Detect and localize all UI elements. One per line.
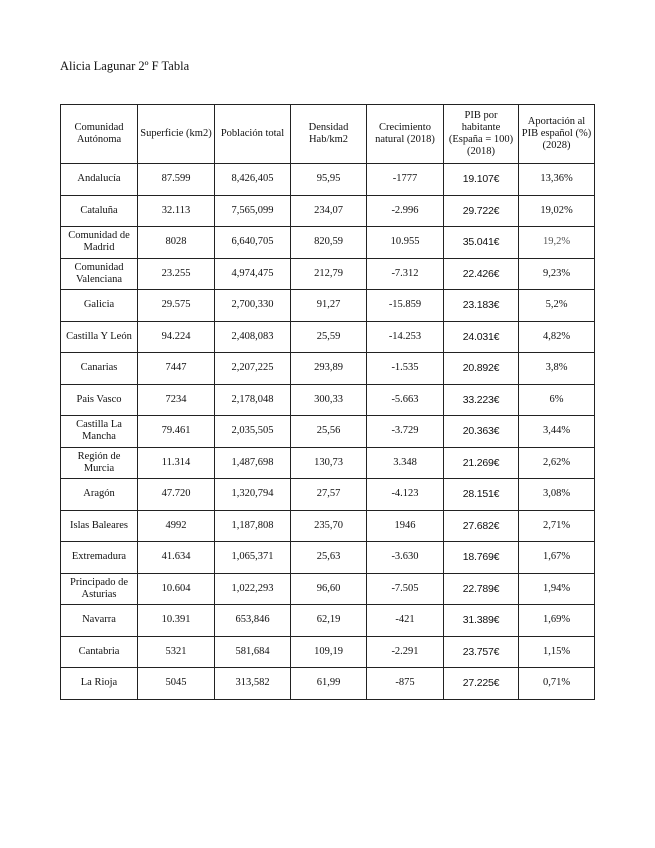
cell-densidad: 96,60 [291, 573, 367, 605]
cell-crecimiento: 10.955 [367, 227, 444, 259]
cell-poblacion: 2,700,330 [215, 290, 291, 322]
cell-superficie: 8028 [138, 227, 215, 259]
cell-poblacion: 1,487,698 [215, 447, 291, 479]
data-table [60, 104, 595, 700]
header-aportacion: Aportación al PIB español (%) (2028) [519, 105, 595, 164]
cell-pib: 31.389€ [444, 605, 519, 637]
header-superficie: Superficie (km2) [138, 105, 215, 164]
cell-densidad: 25,59 [291, 321, 367, 353]
cell-pib: 27.225€ [444, 668, 519, 700]
cell-pib: 27.682€ [444, 510, 519, 542]
cell-densidad: 25,56 [291, 416, 367, 448]
cell-pib: 21.269€ [444, 447, 519, 479]
cell-poblacion: 6,640,705 [215, 227, 291, 259]
table-row [61, 510, 595, 542]
cell-superficie: 10.391 [138, 605, 215, 637]
cell-poblacion: 1,065,371 [215, 542, 291, 574]
cell-poblacion: 581,684 [215, 636, 291, 668]
cell-crecimiento: -7.312 [367, 258, 444, 290]
cell-poblacion: 1,022,293 [215, 573, 291, 605]
table-row [61, 384, 595, 416]
cell-pib: 22.426€ [444, 258, 519, 290]
cell-crecimiento: -15.859 [367, 290, 444, 322]
cell-densidad: 95,95 [291, 164, 367, 196]
header-crecimiento: Crecimiento natural (2018) [367, 105, 444, 164]
cell-aportacion: 2,62% [519, 447, 595, 479]
cell-crecimiento: -3.729 [367, 416, 444, 448]
cell-comunidad: Comunidad Valenciana [61, 258, 138, 290]
cell-aportacion: 3,08% [519, 479, 595, 511]
header-densidad: Densidad Hab/km2 [291, 105, 367, 164]
cell-comunidad: Andalucía [61, 164, 138, 196]
cell-crecimiento: -4.123 [367, 479, 444, 511]
cell-crecimiento: -7.505 [367, 573, 444, 605]
cell-superficie: 41.634 [138, 542, 215, 574]
cell-poblacion: 7,565,099 [215, 195, 291, 227]
cell-superficie: 4992 [138, 510, 215, 542]
cell-poblacion: 2,035,505 [215, 416, 291, 448]
cell-aportacion: 1,15% [519, 636, 595, 668]
cell-comunidad: Comunidad de Madrid [61, 227, 138, 259]
cell-pib: 29.722€ [444, 195, 519, 227]
cell-comunidad: Aragón [61, 479, 138, 511]
table-row [61, 195, 595, 227]
table-row [61, 290, 595, 322]
cell-pib: 23.183€ [444, 290, 519, 322]
table-row [61, 416, 595, 448]
cell-densidad: 234,07 [291, 195, 367, 227]
cell-superficie: 47.720 [138, 479, 215, 511]
cell-poblacion: 1,320,794 [215, 479, 291, 511]
cell-densidad: 91,27 [291, 290, 367, 322]
table-row [61, 479, 595, 511]
cell-densidad: 235,70 [291, 510, 367, 542]
cell-comunidad: La Rioja [61, 668, 138, 700]
cell-pib: 23.757€ [444, 636, 519, 668]
cell-superficie: 87.599 [138, 164, 215, 196]
cell-comunidad: Galicia [61, 290, 138, 322]
cell-poblacion: 2,408,083 [215, 321, 291, 353]
cell-poblacion: 2,207,225 [215, 353, 291, 385]
table-row [61, 542, 595, 574]
cell-pib: 28.151€ [444, 479, 519, 511]
cell-aportacion: 5,2% [519, 290, 595, 322]
cell-crecimiento: -875 [367, 668, 444, 700]
cell-aportacion: 6% [519, 384, 595, 416]
cell-pib: 20.892€ [444, 353, 519, 385]
cell-superficie: 7447 [138, 353, 215, 385]
cell-superficie: 11.314 [138, 447, 215, 479]
table-row [61, 636, 595, 668]
document-title: Alicia Lagunar 2º F Tabla [60, 59, 190, 73]
cell-densidad: 27,57 [291, 479, 367, 511]
cell-aportacion: 3,8% [519, 353, 595, 385]
cell-aportacion: 2,71% [519, 510, 595, 542]
cell-aportacion: 19,02% [519, 195, 595, 227]
cell-poblacion: 1,187,808 [215, 510, 291, 542]
cell-comunidad: Pais Vasco [61, 384, 138, 416]
cell-crecimiento: -3.630 [367, 542, 444, 574]
cell-crecimiento: -14.253 [367, 321, 444, 353]
cell-pib: 24.031€ [444, 321, 519, 353]
cell-poblacion: 4,974,475 [215, 258, 291, 290]
cell-pib: 33.223€ [444, 384, 519, 416]
cell-densidad: 62,19 [291, 605, 367, 637]
table-row [61, 164, 595, 196]
cell-comunidad: Cataluña [61, 195, 138, 227]
cell-crecimiento: 1946 [367, 510, 444, 542]
cell-comunidad: Castilla Y León [61, 321, 138, 353]
cell-crecimiento: -1777 [367, 164, 444, 196]
cell-comunidad: Principado de Asturias [61, 573, 138, 605]
cell-comunidad: Región de Murcia [61, 447, 138, 479]
cell-comunidad: Islas Baleares [61, 510, 138, 542]
cell-densidad: 212,79 [291, 258, 367, 290]
cell-comunidad: Extremadura [61, 542, 138, 574]
cell-crecimiento: -2.996 [367, 195, 444, 227]
cell-densidad: 109,19 [291, 636, 367, 668]
table-row [61, 605, 595, 637]
header-comunidad: Comunidad Autónoma [61, 105, 138, 164]
table-row [61, 668, 595, 700]
table-row [61, 227, 595, 259]
cell-densidad: 130,73 [291, 447, 367, 479]
cell-aportacion: 19,2% [519, 227, 595, 259]
cell-superficie: 7234 [138, 384, 215, 416]
cell-aportacion: 9,23% [519, 258, 595, 290]
cell-pib: 20.363€ [444, 416, 519, 448]
cell-superficie: 79.461 [138, 416, 215, 448]
cell-superficie: 32.113 [138, 195, 215, 227]
cell-aportacion: 1,94% [519, 573, 595, 605]
cell-crecimiento: -1.535 [367, 353, 444, 385]
cell-crecimiento: -421 [367, 605, 444, 637]
cell-aportacion: 3,44% [519, 416, 595, 448]
cell-aportacion: 1,67% [519, 542, 595, 574]
cell-poblacion: 653,846 [215, 605, 291, 637]
cell-pib: 22.789€ [444, 573, 519, 605]
cell-superficie: 5321 [138, 636, 215, 668]
cell-comunidad: Cantabria [61, 636, 138, 668]
header-pib: PIB por habitante (España = 100) (2018) [444, 105, 519, 164]
cell-densidad: 25,63 [291, 542, 367, 574]
header-poblacion: Población total [215, 105, 291, 164]
cell-pib: 35.041€ [444, 227, 519, 259]
cell-crecimiento: -5.663 [367, 384, 444, 416]
table-row [61, 321, 595, 353]
cell-aportacion: 4,82% [519, 321, 595, 353]
cell-densidad: 300,33 [291, 384, 367, 416]
cell-pib: 18.769€ [444, 542, 519, 574]
cell-densidad: 820,59 [291, 227, 367, 259]
table-row [61, 353, 595, 385]
cell-pib: 19.107€ [444, 164, 519, 196]
cell-crecimiento: 3.348 [367, 447, 444, 479]
cell-poblacion: 8,426,405 [215, 164, 291, 196]
table-row [61, 447, 595, 479]
cell-poblacion: 313,582 [215, 668, 291, 700]
cell-aportacion: 1,69% [519, 605, 595, 637]
table-row [61, 573, 595, 605]
cell-comunidad: Castilla La Mancha [61, 416, 138, 448]
cell-superficie: 94.224 [138, 321, 215, 353]
cell-superficie: 10.604 [138, 573, 215, 605]
cell-densidad: 293,89 [291, 353, 367, 385]
cell-poblacion: 2,178,048 [215, 384, 291, 416]
cell-superficie: 29.575 [138, 290, 215, 322]
cell-superficie: 23.255 [138, 258, 215, 290]
cell-densidad: 61,99 [291, 668, 367, 700]
table-header-row [61, 105, 595, 164]
cell-comunidad: Canarias [61, 353, 138, 385]
cell-comunidad: Navarra [61, 605, 138, 637]
cell-aportacion: 13,36% [519, 164, 595, 196]
cell-aportacion: 0,71% [519, 668, 595, 700]
cell-crecimiento: -2.291 [367, 636, 444, 668]
cell-superficie: 5045 [138, 668, 215, 700]
table-row [61, 258, 595, 290]
